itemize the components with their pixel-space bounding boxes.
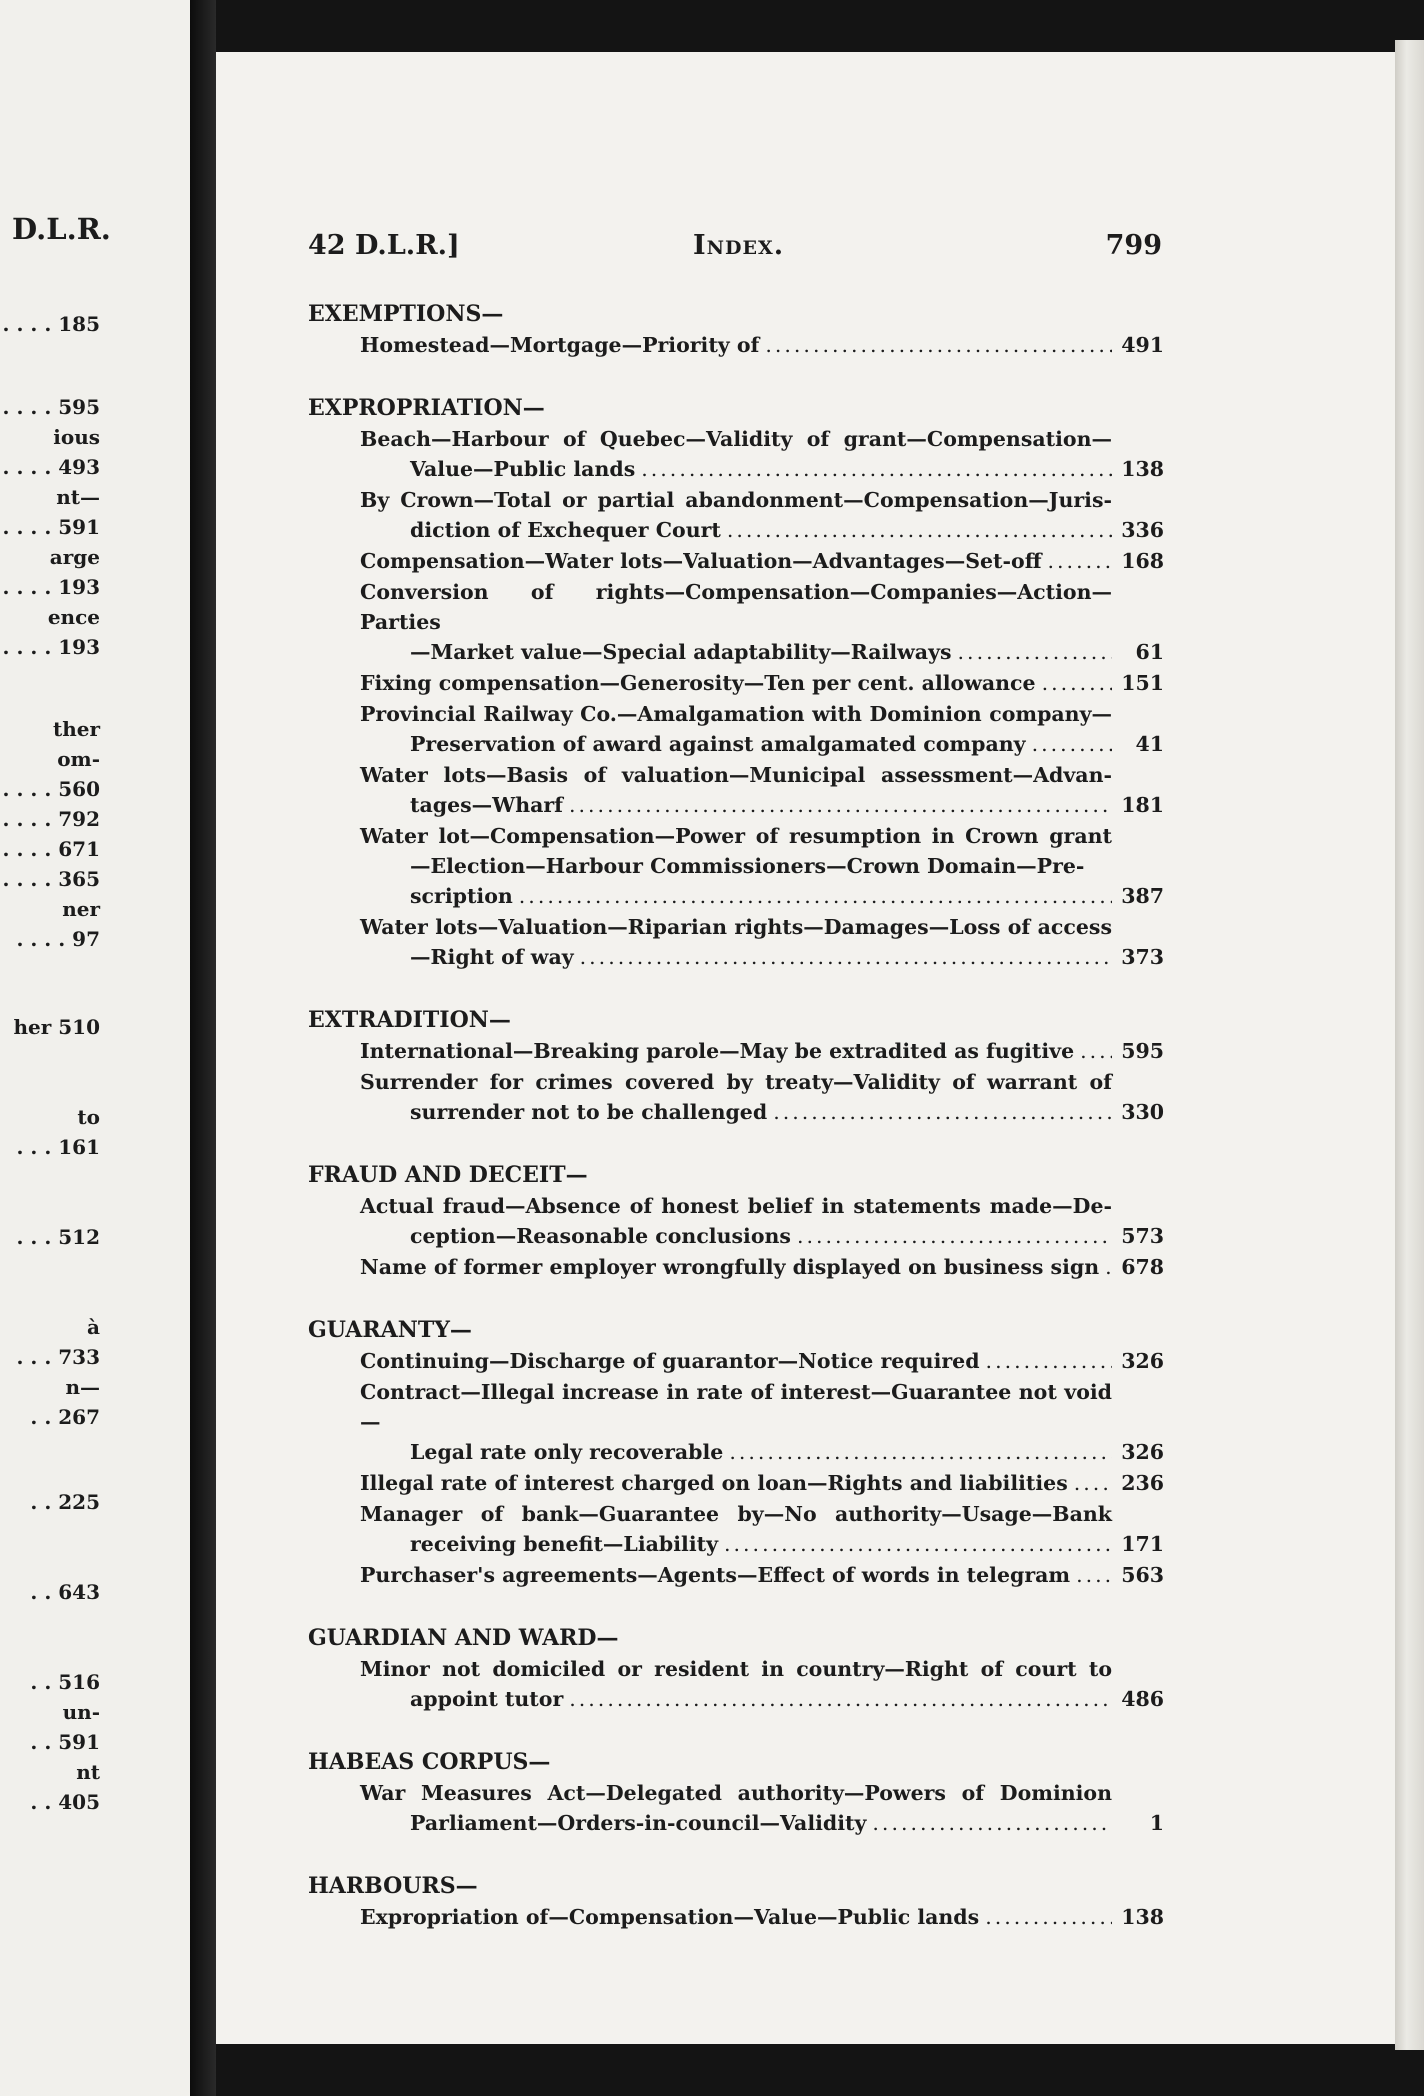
- dot-leader: [872, 1808, 1112, 1838]
- entry-line: Minor not domiciled or resident in country—Right of court to: [360, 1657, 1112, 1681]
- index-entry: [360, 1778, 1164, 1838]
- entry-line: Water lot—Compensation—Power of resumption in Crown grant: [360, 824, 1112, 848]
- entry-line: Expropriation of—Compensation—Value—Public lands: [360, 1905, 980, 1929]
- dot-leader: [580, 942, 1112, 972]
- entry-line: —Market value—Special adaptability—Railways: [410, 640, 952, 664]
- entry-line: War Measures Act—Delegated authority—Powers of Dominion: [360, 1781, 1112, 1805]
- index-entry: [360, 577, 1164, 667]
- index-entry: [360, 699, 1164, 759]
- entry-line: International—Breaking parole—May be extradited as fugitive: [360, 1039, 1075, 1063]
- section-heading: EXPROPRIATION—: [308, 395, 545, 421]
- running-head-title: Index.: [693, 230, 785, 261]
- entry-line: —Election—Harbour Commissioners—Crown Domain—Pre-: [410, 854, 1085, 878]
- entry-page-number: 236: [1121, 1471, 1164, 1495]
- entry-line: Surrender for crimes covered by treaty—Validity of warrant of: [360, 1070, 1112, 1094]
- section-heading: EXEMPTIONS—: [308, 301, 504, 327]
- index-section: [308, 392, 1164, 972]
- entry-page-number: 151: [1121, 671, 1164, 695]
- entry-line: Legal rate only recoverable: [410, 1440, 724, 1464]
- index-section: [308, 1314, 1164, 1590]
- entry-line: Contract—Illegal increase in rate of interest—Guarantee not void—: [360, 1380, 1112, 1434]
- entry-page-number: 336: [1121, 518, 1164, 542]
- entry-page-number: 330: [1121, 1100, 1164, 1124]
- entry-line: diction of Exchequer Court: [410, 518, 721, 542]
- dot-leader: [1105, 1252, 1112, 1282]
- entry-line: —Right of way: [410, 945, 574, 969]
- dot-leader: [1042, 668, 1112, 698]
- entry-page-number: 573: [1121, 1224, 1164, 1248]
- entry-page-number: 1: [1149, 1811, 1164, 1835]
- entry-line: Homestead—Mortgage—Priority of: [360, 333, 760, 357]
- dot-leader: [519, 881, 1112, 911]
- dot-leader: [797, 1221, 1112, 1251]
- entry-line: Manager of bank—Guarantee by—No authority—Usage—Bank: [360, 1502, 1112, 1526]
- index-entry: [360, 1902, 1164, 1932]
- entry-line: Preservation of award against amalgamated company: [410, 732, 1026, 756]
- page-number: 799: [1105, 230, 1162, 261]
- entry-line: scription: [410, 884, 513, 908]
- page-edge: [1395, 40, 1424, 2050]
- entry-page-number: 138: [1121, 1905, 1164, 1929]
- entry-page-number: 678: [1121, 1255, 1164, 1279]
- dot-leader: [1076, 1560, 1112, 1590]
- section-heading: GUARANTY—: [308, 1317, 472, 1343]
- entry-line: Water lots—Basis of valuation—Municipal assessment—Advan-: [360, 763, 1112, 787]
- entry-page-number: 171: [1121, 1532, 1164, 1556]
- index-entry: [360, 1377, 1164, 1467]
- entry-page-number: 486: [1121, 1687, 1164, 1711]
- section-heading: HABEAS CORPUS—: [308, 1749, 551, 1775]
- entry-line: Value—Public lands: [410, 457, 636, 481]
- entry-line: Provincial Railway Co.—Amalgamation with Dominion company—: [360, 702, 1112, 726]
- dot-leader: [641, 454, 1112, 484]
- entry-page-number: 138: [1121, 457, 1164, 481]
- dot-leader: [727, 515, 1112, 545]
- entry-line: Continuing—Discharge of guarantor—Notice required: [360, 1349, 980, 1373]
- dot-leader: [724, 1529, 1112, 1559]
- entry-line: receiving benefit—Liability: [410, 1532, 718, 1556]
- entry-line: Conversion of rights—Compensation—Companies—Action—Parties: [360, 580, 1112, 634]
- index-section: [308, 1746, 1164, 1838]
- dot-leader: [985, 1902, 1112, 1932]
- entry-line: Water lots—Valuation—Riparian rights—Damages—Loss of access: [360, 915, 1112, 939]
- entry-line: By Crown—Total or partial abandonment—Compensation—Juris-: [360, 488, 1112, 512]
- entry-line: appoint tutor: [410, 1687, 564, 1711]
- index-entry: [360, 912, 1164, 972]
- dot-leader: [1080, 1036, 1112, 1066]
- index-entry: [360, 1252, 1164, 1282]
- entry-page-number: 41: [1135, 732, 1164, 756]
- index-entry: [360, 1468, 1164, 1498]
- entry-line: ception—Reasonable conclusions: [410, 1224, 791, 1248]
- entry-page-number: 61: [1135, 640, 1164, 664]
- entry-line: tages—Wharf: [410, 793, 563, 817]
- book-gutter: [190, 0, 216, 2096]
- entry-line: Parliament—Orders-in-council—Validity: [410, 1811, 867, 1835]
- section-heading: EXTRADITION—: [308, 1007, 511, 1033]
- index-entry: [360, 1654, 1164, 1714]
- index-section: [308, 1159, 1164, 1282]
- index-entry: [360, 424, 1164, 484]
- index-entry: [360, 1191, 1164, 1251]
- index-section: [308, 1870, 1164, 1932]
- index-section: [308, 1004, 1164, 1127]
- entry-line: Fixing compensation—Generosity—Ten per cent. allowance: [360, 671, 1036, 695]
- left-page: D.L.R. . . . . 185 . . . . 595 ious . . . . 493 nt— . . . . 591 arge . . . . 193 ence . . . . 193 ther om- . . . . 560 . . . . 792 . . . . 671 . . . . 365 ner . . . . 97 her 510 to . . . 161 . . . 512 à . . . 733 n— . . 267 . . 225 . . 643 . . 516 un- . . 591 nt . . 405: [0, 0, 190, 2096]
- entry-line: Beach—Harbour of Quebec—Validity of grant—Compensation—: [360, 427, 1112, 451]
- entry-page-number: 491: [1121, 333, 1164, 357]
- index-body: [308, 298, 1164, 1933]
- index-entry: [360, 1346, 1164, 1376]
- entry-page-number: 168: [1121, 549, 1164, 573]
- index-entry: [360, 668, 1164, 698]
- index-entry: [360, 1067, 1164, 1127]
- dot-leader: [729, 1437, 1112, 1467]
- dot-leader: [765, 330, 1112, 360]
- dot-leader: [958, 637, 1112, 667]
- index-entry: [360, 1499, 1164, 1559]
- running-head-volume: 42 D.L.R.]: [308, 230, 460, 261]
- entry-page-number: 595: [1121, 1039, 1164, 1063]
- entry-line: Name of former employer wrongfully displayed on business sign: [360, 1255, 1100, 1279]
- section-heading: FRAUD AND DECEIT—: [308, 1162, 588, 1188]
- section-heading: HARBOURS—: [308, 1873, 478, 1899]
- left-page-header: D.L.R.: [12, 212, 111, 246]
- dot-leader: [1032, 729, 1112, 759]
- dot-leader: [773, 1097, 1112, 1127]
- entry-page-number: 181: [1121, 793, 1164, 817]
- entry-line: Actual fraud—Absence of honest belief in statements made—De-: [360, 1194, 1112, 1218]
- entry-page-number: 326: [1121, 1349, 1164, 1373]
- entry-line: surrender not to be challenged: [410, 1100, 768, 1124]
- entry-line: Compensation—Water lots—Valuation—Advantages—Set-off: [360, 549, 1042, 573]
- entry-page-number: 563: [1121, 1563, 1164, 1587]
- section-heading: GUARDIAN AND WARD—: [308, 1625, 619, 1651]
- entry-page-number: 326: [1121, 1440, 1164, 1464]
- index-entry: [360, 546, 1164, 576]
- dot-leader: [1074, 1468, 1112, 1498]
- entry-line: Illegal rate of interest charged on loan—Rights and liabilities: [360, 1471, 1068, 1495]
- dot-leader: [569, 1684, 1112, 1714]
- index-entry: [360, 1036, 1164, 1066]
- index-entry: [360, 760, 1164, 820]
- index-section: [308, 298, 1164, 360]
- running-head: [308, 230, 1162, 264]
- index-section: [308, 1622, 1164, 1714]
- index-entry: [360, 485, 1164, 545]
- dot-leader: [569, 790, 1112, 820]
- entry-page-number: 387: [1121, 884, 1164, 908]
- dot-leader: [986, 1346, 1112, 1376]
- entry-page-number: 373: [1121, 945, 1164, 969]
- index-entry: [360, 330, 1164, 360]
- index-entry: [360, 821, 1164, 911]
- dot-leader: [1048, 546, 1112, 576]
- index-entry: [360, 1560, 1164, 1590]
- entry-line: Purchaser's agreements—Agents—Effect of words in telegram: [360, 1563, 1071, 1587]
